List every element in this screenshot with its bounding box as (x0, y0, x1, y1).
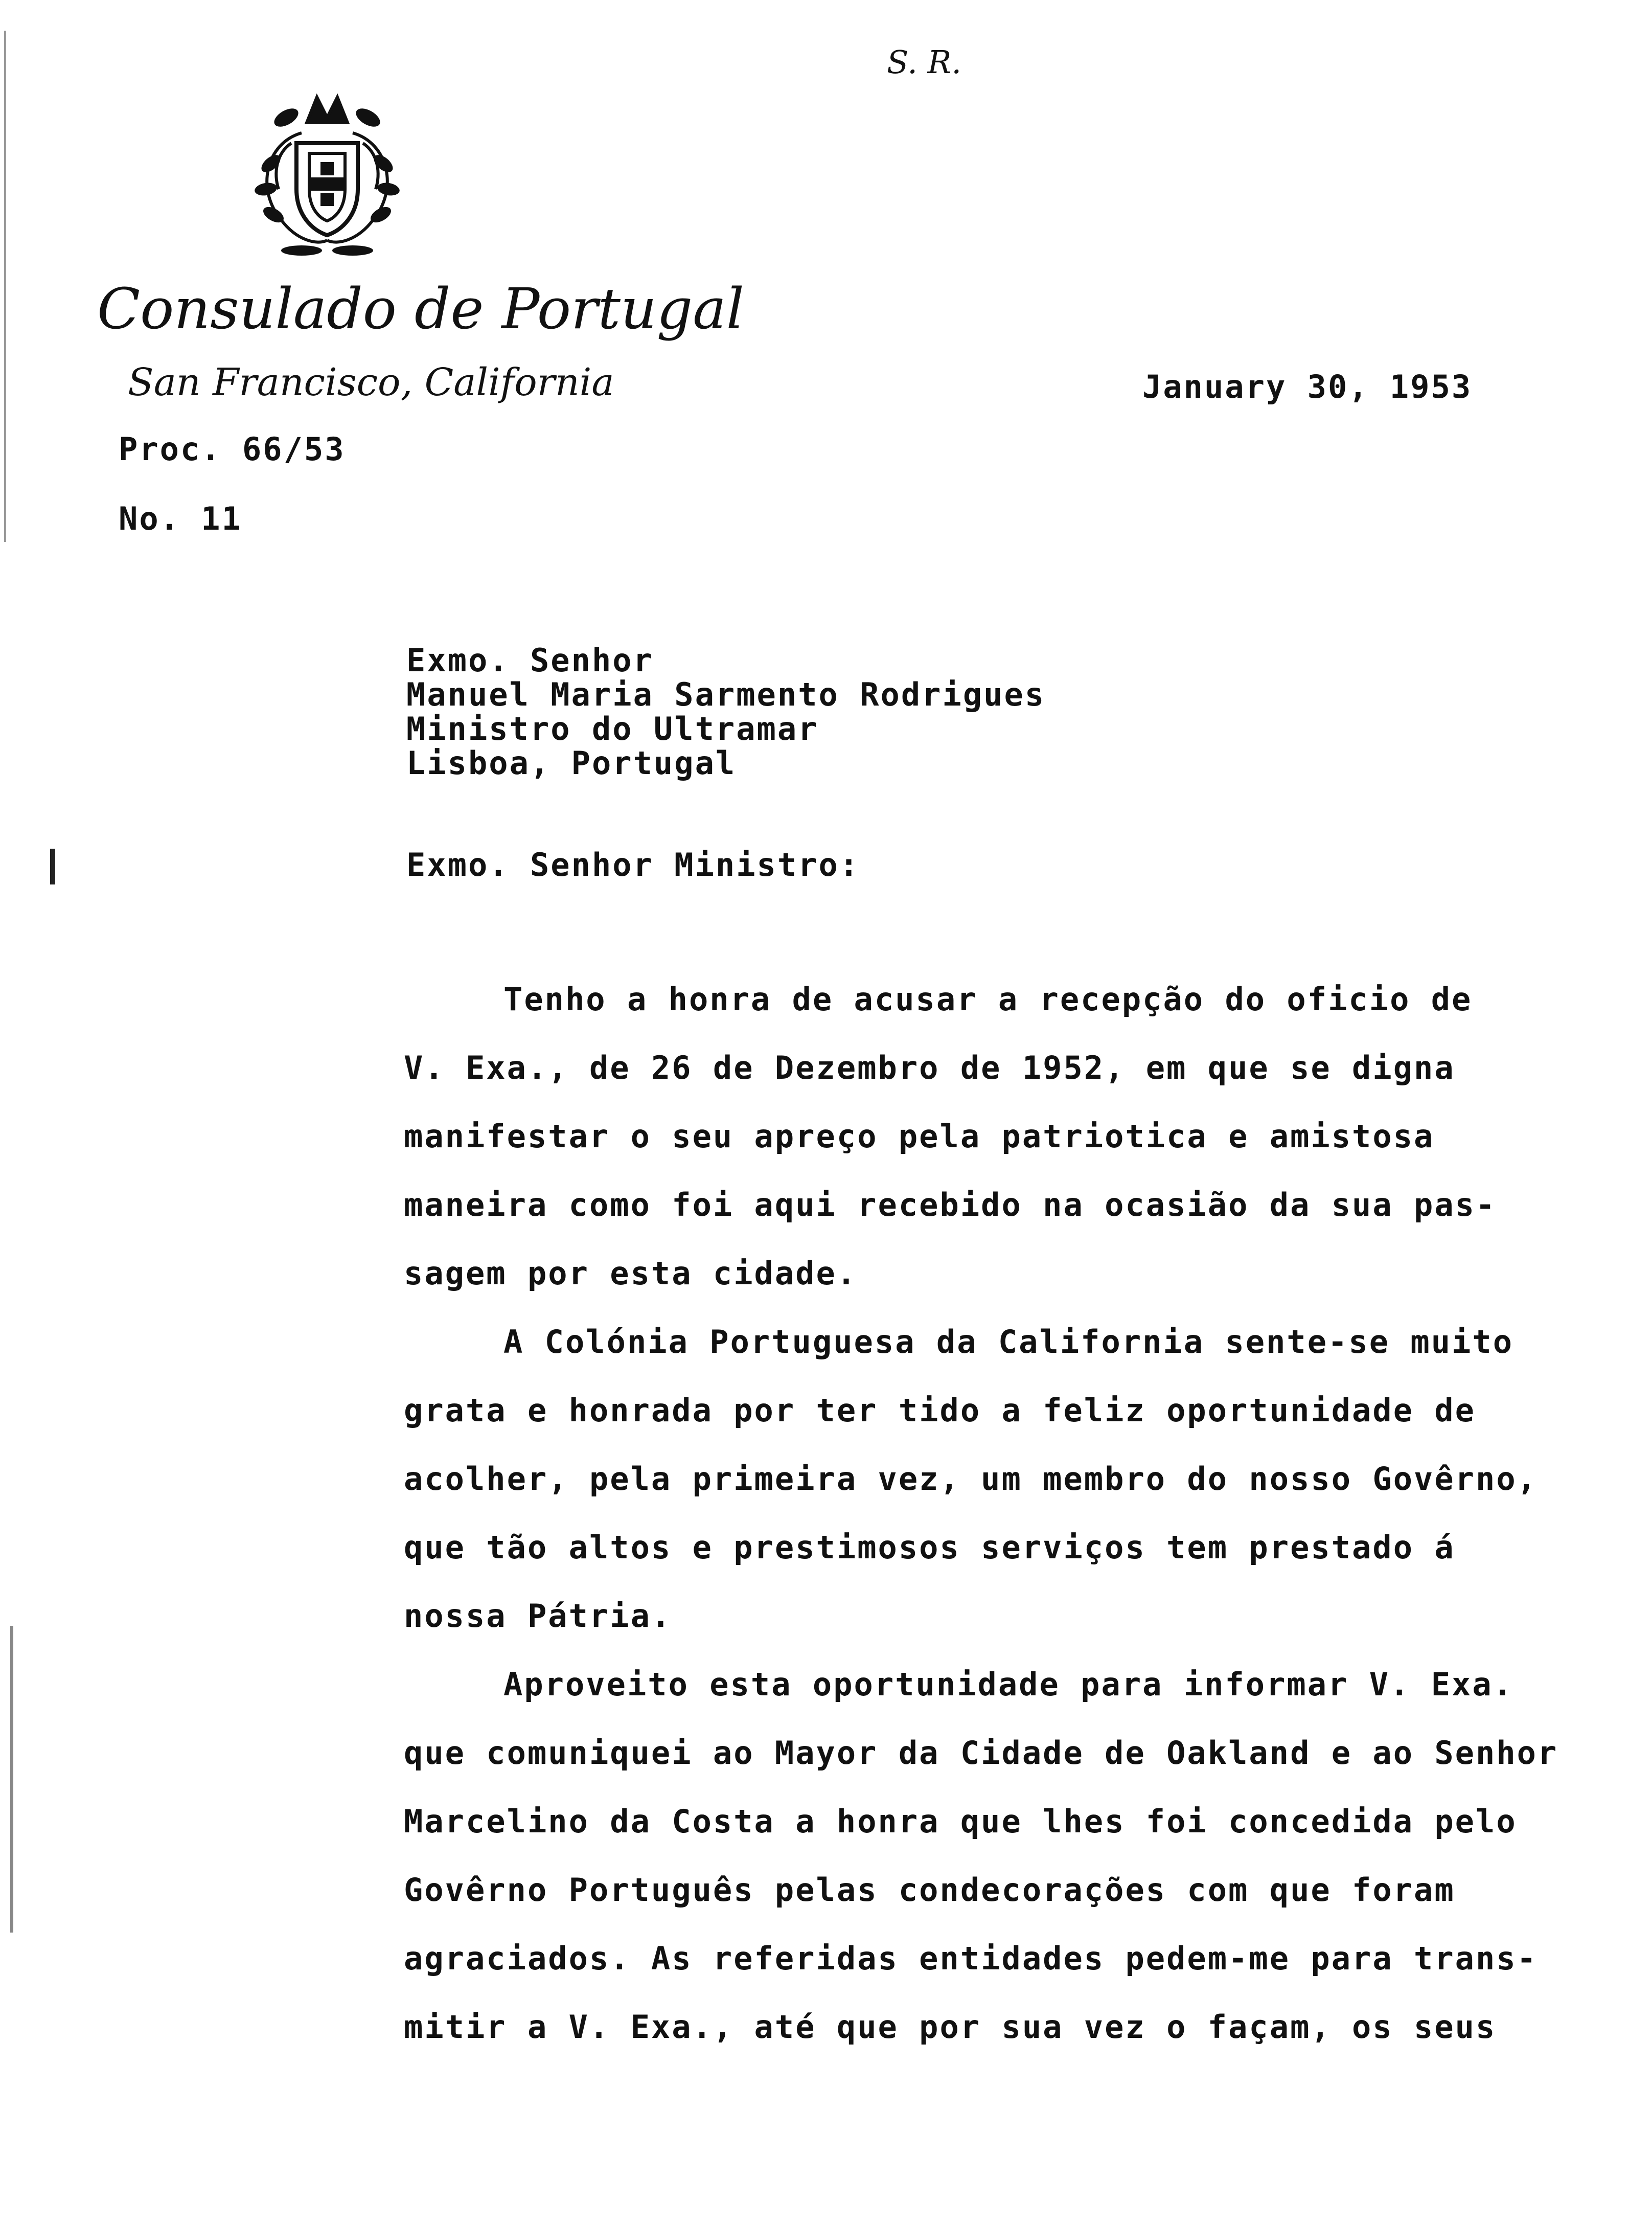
addressee-line: Exmo. Senhor (406, 642, 654, 679)
letter-date: January 30, 1953 (1142, 368, 1473, 405)
letterhead-title: Consulado de Portugal (97, 276, 744, 342)
body-line: Aproveito esta oportunidade para informar V. Exa. (503, 1666, 1514, 1703)
portuguese-coat-of-arms-icon (225, 87, 429, 261)
body-line: que tão altos e prestimosos serviços tem prestado á (404, 1529, 1455, 1566)
body-line: grata e honrada por ter tido a feliz oportunidade de (404, 1392, 1476, 1429)
body-line: nossa Pátria. (404, 1597, 672, 1634)
body-line: Govêrno Português pelas condecorações com que foram (404, 1871, 1455, 1909)
body-line: que comuniquei ao Mayor da Cidade de Oakland e ao Senhor (404, 1734, 1558, 1772)
scan-mark (50, 849, 55, 884)
body-line: manifestar o seu apreço pela patriotica e amistosa (404, 1118, 1435, 1155)
proc-reference: Proc. 66/53 (119, 430, 346, 468)
letterhead-subtitle: San Francisco, California (128, 360, 614, 404)
scan-mark (10, 1626, 13, 1933)
corner-initials: S. R. (887, 43, 962, 81)
addressee-line: Lisboa, Portugal (406, 744, 737, 782)
salutation: Exmo. Senhor Ministro: (406, 846, 860, 883)
scan-mark (4, 31, 6, 542)
body-line: sagem por esta cidade. (404, 1255, 858, 1292)
body-line: maneira como foi aqui recebido na ocasião da sua pas- (404, 1186, 1497, 1223)
body-line: Marcelino da Costa a honra que lhes foi concedida pelo (404, 1803, 1517, 1840)
addressee-line: Ministro do Ultramar (406, 710, 819, 747)
addressee-line: Manuel Maria Sarmento Rodrigues (406, 676, 1046, 713)
letter-number: No. 11 (119, 500, 242, 537)
body-line: A Colónia Portuguesa da California sente-se muito (503, 1323, 1514, 1360)
body-line: agraciados. As referidas entidades pedem-me para trans- (404, 1940, 1538, 1977)
body-line: Tenho a honra de acusar a recepção do oficio de (503, 981, 1473, 1018)
body-line: V. Exa., de 26 de Dezembro de 1952, em que se digna (404, 1049, 1455, 1086)
body-line: mitir a V. Exa., até que por sua vez o façam, os seus (404, 2008, 1497, 2046)
body-line: acolher, pela primeira vez, um membro do nosso Govêrno, (404, 1460, 1538, 1497)
